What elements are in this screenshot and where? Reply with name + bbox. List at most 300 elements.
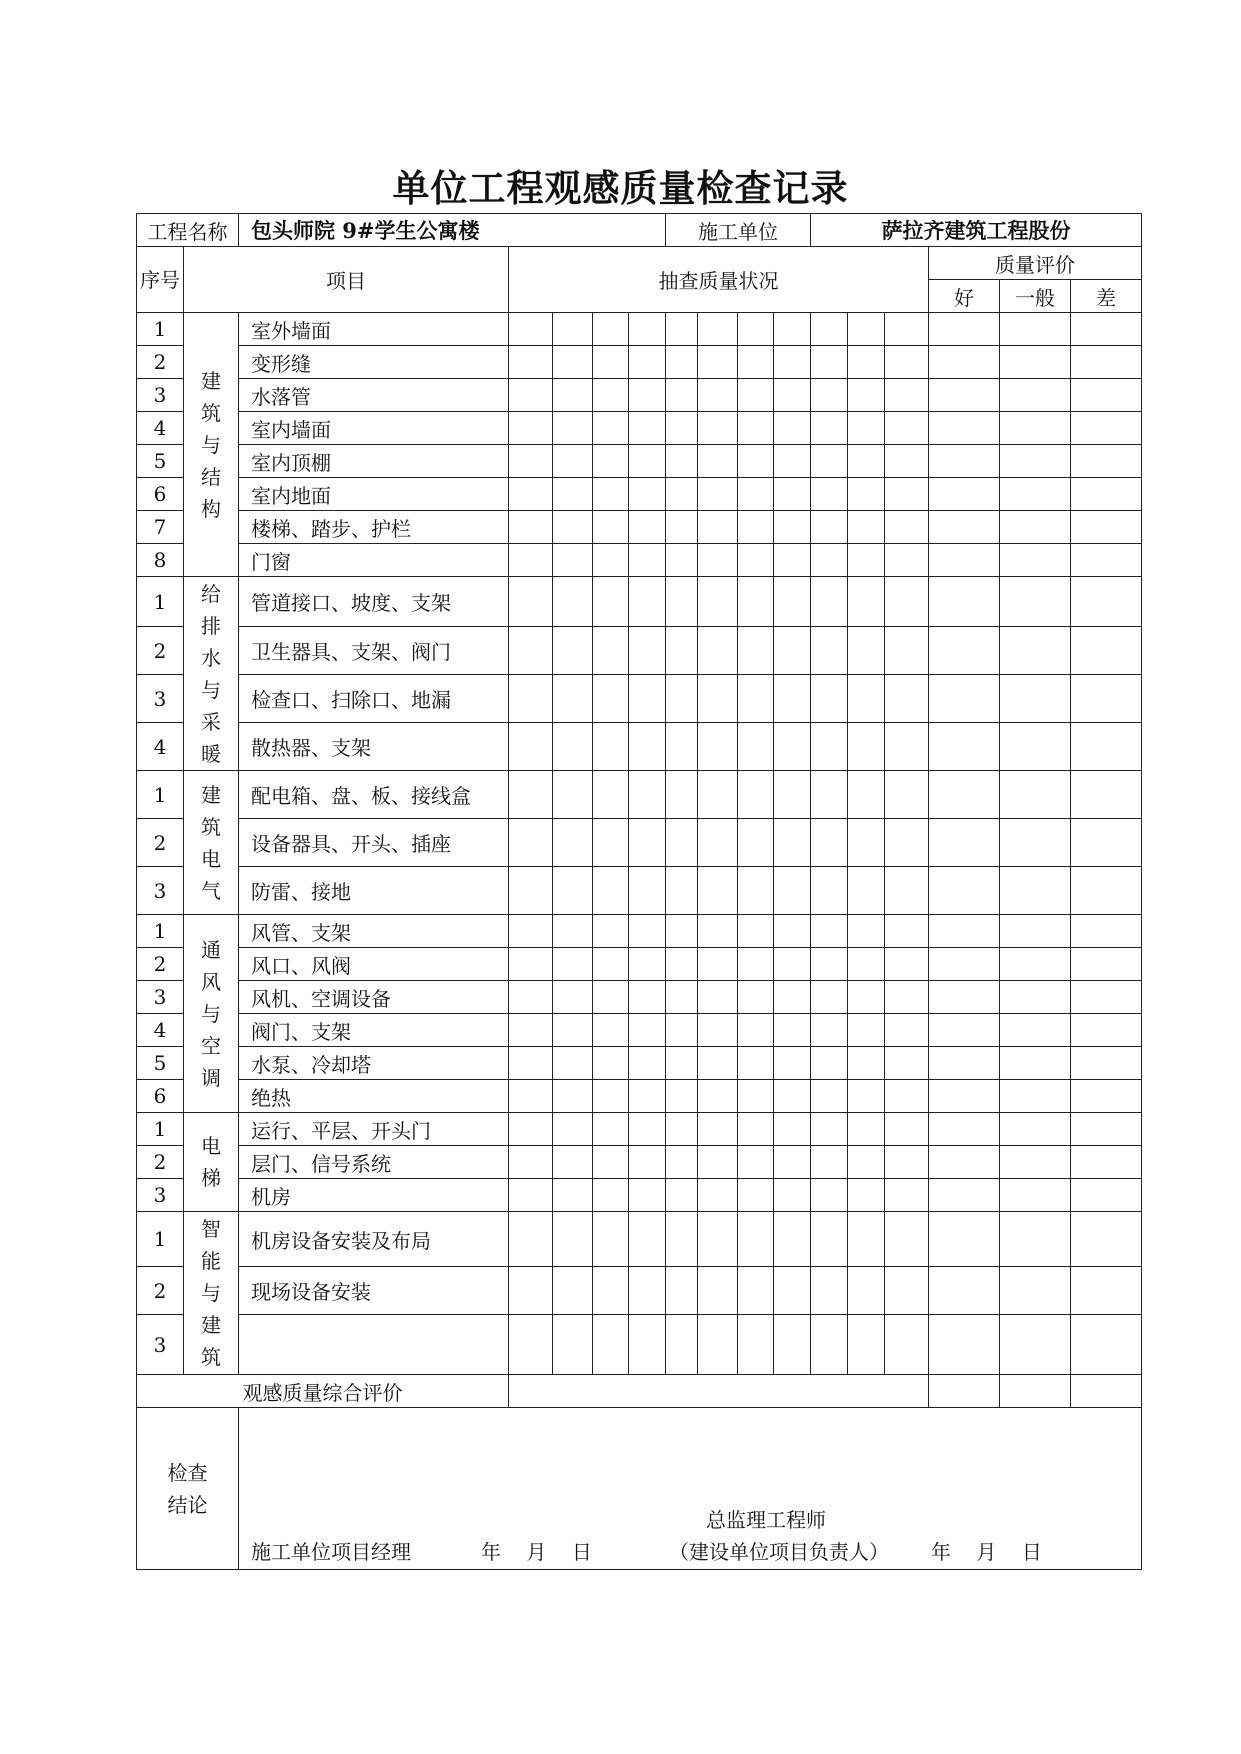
inspection-cell[interactable] <box>666 1113 698 1146</box>
inspection-cell[interactable] <box>666 1047 698 1080</box>
inspection-cell[interactable] <box>811 627 848 675</box>
inspection-cell[interactable] <box>811 1047 848 1080</box>
rating-average-cell[interactable] <box>1000 1080 1071 1113</box>
inspection-cell[interactable] <box>629 771 666 819</box>
inspection-cell[interactable] <box>811 313 848 346</box>
inspection-cell[interactable] <box>593 1315 629 1375</box>
inspection-cell[interactable] <box>553 1047 593 1080</box>
inspection-cell[interactable] <box>811 819 848 867</box>
inspection-cell[interactable] <box>629 1212 666 1267</box>
inspection-cell[interactable] <box>738 981 774 1014</box>
inspection-cell[interactable] <box>885 867 929 915</box>
inspection-cell[interactable] <box>774 1080 811 1113</box>
inspection-cell[interactable] <box>593 478 629 511</box>
rating-average-cell[interactable] <box>1000 981 1071 1014</box>
inspection-cell[interactable] <box>666 771 698 819</box>
rating-good-cell[interactable] <box>929 915 1000 948</box>
inspection-cell[interactable] <box>593 915 629 948</box>
inspection-cell[interactable] <box>553 627 593 675</box>
rating-poor-cell[interactable] <box>1071 981 1142 1014</box>
inspection-cell[interactable] <box>811 544 848 577</box>
inspection-cell[interactable] <box>553 1014 593 1047</box>
inspection-cell[interactable] <box>666 313 698 346</box>
inspection-cell[interactable] <box>509 577 553 627</box>
inspection-cell[interactable] <box>629 1267 666 1315</box>
inspection-cell[interactable] <box>666 1212 698 1267</box>
rating-average-cell[interactable] <box>1000 1212 1071 1267</box>
inspection-cell[interactable] <box>509 1047 553 1080</box>
rating-average-cell[interactable] <box>1000 313 1071 346</box>
rating-good-cell[interactable] <box>929 1113 1000 1146</box>
inspection-cell[interactable] <box>629 577 666 627</box>
inspection-cell[interactable] <box>885 948 929 981</box>
rating-poor-cell[interactable] <box>1071 1179 1142 1212</box>
rating-good-cell[interactable] <box>929 1315 1000 1375</box>
inspection-cell[interactable] <box>553 478 593 511</box>
rating-poor-cell[interactable] <box>1071 771 1142 819</box>
inspection-cell[interactable] <box>698 915 738 948</box>
inspection-cell[interactable] <box>738 346 774 379</box>
inspection-cell[interactable] <box>738 1014 774 1047</box>
rating-good-cell[interactable] <box>929 981 1000 1014</box>
inspection-cell[interactable] <box>509 981 553 1014</box>
inspection-cell[interactable] <box>509 723 553 771</box>
inspection-cell[interactable] <box>509 412 553 445</box>
rating-average-cell[interactable] <box>1000 723 1071 771</box>
inspection-cell[interactable] <box>774 867 811 915</box>
inspection-cell[interactable] <box>593 1179 629 1212</box>
inspection-cell[interactable] <box>593 1267 629 1315</box>
inspection-cell[interactable] <box>629 867 666 915</box>
rating-average-cell[interactable] <box>1000 478 1071 511</box>
inspection-cell[interactable] <box>848 819 885 867</box>
inspection-cell[interactable] <box>593 1146 629 1179</box>
inspection-cell[interactable] <box>885 1146 929 1179</box>
inspection-cell[interactable] <box>848 379 885 412</box>
inspection-cell[interactable] <box>738 544 774 577</box>
inspection-cell[interactable] <box>698 346 738 379</box>
inspection-cell[interactable] <box>666 819 698 867</box>
inspection-cell[interactable] <box>738 771 774 819</box>
inspection-cell[interactable] <box>509 1267 553 1315</box>
inspection-cell[interactable] <box>848 1113 885 1146</box>
inspection-cell[interactable] <box>593 1047 629 1080</box>
inspection-cell[interactable] <box>811 577 848 627</box>
inspection-cell[interactable] <box>774 1179 811 1212</box>
inspection-cell[interactable] <box>629 478 666 511</box>
inspection-cell[interactable] <box>666 577 698 627</box>
inspection-cell[interactable] <box>509 867 553 915</box>
inspection-cell[interactable] <box>593 313 629 346</box>
inspection-cell[interactable] <box>629 544 666 577</box>
inspection-cell[interactable] <box>666 1146 698 1179</box>
overall-good-cell[interactable] <box>929 1375 1000 1408</box>
rating-average-cell[interactable] <box>1000 948 1071 981</box>
inspection-cell[interactable] <box>593 511 629 544</box>
inspection-cell[interactable] <box>885 346 929 379</box>
inspection-cell[interactable] <box>738 1315 774 1375</box>
inspection-cell[interactable] <box>666 1267 698 1315</box>
inspection-cell[interactable] <box>553 1179 593 1212</box>
rating-poor-cell[interactable] <box>1071 723 1142 771</box>
inspection-cell[interactable] <box>593 627 629 675</box>
inspection-cell[interactable] <box>509 771 553 819</box>
inspection-cell[interactable] <box>885 379 929 412</box>
inspection-cell[interactable] <box>593 675 629 723</box>
inspection-cell[interactable] <box>885 819 929 867</box>
inspection-cell[interactable] <box>774 948 811 981</box>
inspection-cell[interactable] <box>553 1146 593 1179</box>
rating-average-cell[interactable] <box>1000 627 1071 675</box>
inspection-cell[interactable] <box>774 379 811 412</box>
inspection-cell[interactable] <box>593 379 629 412</box>
inspection-cell[interactable] <box>848 1146 885 1179</box>
inspection-cell[interactable] <box>738 627 774 675</box>
rating-poor-cell[interactable] <box>1071 1146 1142 1179</box>
inspection-cell[interactable] <box>848 313 885 346</box>
rating-poor-cell[interactable] <box>1071 948 1142 981</box>
rating-poor-cell[interactable] <box>1071 1047 1142 1080</box>
inspection-cell[interactable] <box>666 1179 698 1212</box>
inspection-cell[interactable] <box>509 346 553 379</box>
rating-good-cell[interactable] <box>929 1014 1000 1047</box>
rating-poor-cell[interactable] <box>1071 675 1142 723</box>
inspection-cell[interactable] <box>738 445 774 478</box>
inspection-cell[interactable] <box>698 1014 738 1047</box>
rating-good-cell[interactable] <box>929 478 1000 511</box>
rating-average-cell[interactable] <box>1000 511 1071 544</box>
rating-good-cell[interactable] <box>929 948 1000 981</box>
inspection-cell[interactable] <box>848 346 885 379</box>
rating-poor-cell[interactable] <box>1071 313 1142 346</box>
inspection-cell[interactable] <box>629 981 666 1014</box>
inspection-cell[interactable] <box>698 1146 738 1179</box>
inspection-cell[interactable] <box>774 313 811 346</box>
inspection-cell[interactable] <box>811 511 848 544</box>
inspection-cell[interactable] <box>811 1146 848 1179</box>
inspection-cell[interactable] <box>553 1212 593 1267</box>
rating-good-cell[interactable] <box>929 346 1000 379</box>
inspection-cell[interactable] <box>698 379 738 412</box>
inspection-cell[interactable] <box>629 412 666 445</box>
rating-poor-cell[interactable] <box>1071 1080 1142 1113</box>
rating-average-cell[interactable] <box>1000 1113 1071 1146</box>
inspection-cell[interactable] <box>848 1080 885 1113</box>
conclusion-body[interactable] <box>239 1408 1142 1570</box>
inspection-cell[interactable] <box>774 915 811 948</box>
rating-good-cell[interactable] <box>929 511 1000 544</box>
inspection-cell[interactable] <box>885 1014 929 1047</box>
inspection-cell[interactable] <box>698 1315 738 1375</box>
inspection-cell[interactable] <box>885 1212 929 1267</box>
rating-good-cell[interactable] <box>929 771 1000 819</box>
inspection-cell[interactable] <box>811 723 848 771</box>
inspection-cell[interactable] <box>553 867 593 915</box>
inspection-cell[interactable] <box>553 379 593 412</box>
inspection-cell[interactable] <box>848 1047 885 1080</box>
inspection-cell[interactable] <box>738 1146 774 1179</box>
inspection-cell[interactable] <box>698 723 738 771</box>
inspection-cell[interactable] <box>885 544 929 577</box>
inspection-cell[interactable] <box>698 1267 738 1315</box>
inspection-cell[interactable] <box>774 577 811 627</box>
inspection-cell[interactable] <box>666 478 698 511</box>
inspection-cell[interactable] <box>509 478 553 511</box>
inspection-cell[interactable] <box>848 1267 885 1315</box>
inspection-cell[interactable] <box>509 1113 553 1146</box>
inspection-cell[interactable] <box>811 1080 848 1113</box>
inspection-cell[interactable] <box>553 346 593 379</box>
inspection-cell[interactable] <box>885 675 929 723</box>
inspection-cell[interactable] <box>885 577 929 627</box>
inspection-cell[interactable] <box>629 313 666 346</box>
inspection-cell[interactable] <box>774 771 811 819</box>
rating-average-cell[interactable] <box>1000 412 1071 445</box>
inspection-cell[interactable] <box>698 948 738 981</box>
inspection-cell[interactable] <box>738 1113 774 1146</box>
rating-good-cell[interactable] <box>929 313 1000 346</box>
rating-average-cell[interactable] <box>1000 445 1071 478</box>
inspection-cell[interactable] <box>666 1014 698 1047</box>
rating-poor-cell[interactable] <box>1071 577 1142 627</box>
rating-good-cell[interactable] <box>929 1267 1000 1315</box>
inspection-cell[interactable] <box>553 412 593 445</box>
inspection-cell[interactable] <box>738 1212 774 1267</box>
inspection-cell[interactable] <box>774 1212 811 1267</box>
rating-poor-cell[interactable] <box>1071 544 1142 577</box>
inspection-cell[interactable] <box>509 819 553 867</box>
rating-average-cell[interactable] <box>1000 1267 1071 1315</box>
inspection-cell[interactable] <box>811 867 848 915</box>
inspection-cell[interactable] <box>698 1047 738 1080</box>
inspection-cell[interactable] <box>811 1267 848 1315</box>
inspection-cell[interactable] <box>774 675 811 723</box>
inspection-cell[interactable] <box>811 478 848 511</box>
inspection-cell[interactable] <box>666 915 698 948</box>
inspection-cell[interactable] <box>848 478 885 511</box>
inspection-cell[interactable] <box>629 819 666 867</box>
inspection-cell[interactable] <box>698 675 738 723</box>
inspection-cell[interactable] <box>811 445 848 478</box>
inspection-cell[interactable] <box>885 771 929 819</box>
inspection-cell[interactable] <box>593 412 629 445</box>
rating-good-cell[interactable] <box>929 867 1000 915</box>
inspection-cell[interactable] <box>811 948 848 981</box>
inspection-cell[interactable] <box>738 511 774 544</box>
inspection-cell[interactable] <box>738 867 774 915</box>
overall-average-cell[interactable] <box>1000 1375 1071 1408</box>
inspection-cell[interactable] <box>509 1146 553 1179</box>
inspection-cell[interactable] <box>629 675 666 723</box>
inspection-cell[interactable] <box>629 1047 666 1080</box>
inspection-cell[interactable] <box>811 675 848 723</box>
inspection-cell[interactable] <box>593 1113 629 1146</box>
inspection-cell[interactable] <box>738 723 774 771</box>
inspection-cell[interactable] <box>774 627 811 675</box>
inspection-cell[interactable] <box>629 1146 666 1179</box>
inspection-cell[interactable] <box>553 675 593 723</box>
inspection-cell[interactable] <box>774 346 811 379</box>
inspection-cell[interactable] <box>553 723 593 771</box>
inspection-cell[interactable] <box>848 1179 885 1212</box>
inspection-cell[interactable] <box>666 379 698 412</box>
inspection-cell[interactable] <box>848 915 885 948</box>
inspection-cell[interactable] <box>593 723 629 771</box>
rating-average-cell[interactable] <box>1000 346 1071 379</box>
inspection-cell[interactable] <box>848 412 885 445</box>
inspection-cell[interactable] <box>774 445 811 478</box>
inspection-cell[interactable] <box>553 981 593 1014</box>
inspection-cell[interactable] <box>885 1315 929 1375</box>
inspection-cell[interactable] <box>848 511 885 544</box>
inspection-cell[interactable] <box>509 445 553 478</box>
inspection-cell[interactable] <box>593 346 629 379</box>
rating-poor-cell[interactable] <box>1071 1113 1142 1146</box>
inspection-cell[interactable] <box>509 544 553 577</box>
inspection-cell[interactable] <box>509 379 553 412</box>
inspection-cell[interactable] <box>593 577 629 627</box>
inspection-cell[interactable] <box>629 723 666 771</box>
inspection-cell[interactable] <box>509 1080 553 1113</box>
rating-good-cell[interactable] <box>929 544 1000 577</box>
inspection-cell[interactable] <box>698 1113 738 1146</box>
inspection-cell[interactable] <box>666 867 698 915</box>
inspection-cell[interactable] <box>629 1113 666 1146</box>
inspection-cell[interactable] <box>666 981 698 1014</box>
rating-good-cell[interactable] <box>929 627 1000 675</box>
inspection-cell[interactable] <box>774 1146 811 1179</box>
inspection-cell[interactable] <box>698 1179 738 1212</box>
inspection-cell[interactable] <box>629 379 666 412</box>
inspection-cell[interactable] <box>666 948 698 981</box>
inspection-cell[interactable] <box>738 1080 774 1113</box>
inspection-cell[interactable] <box>774 1014 811 1047</box>
inspection-cell[interactable] <box>698 544 738 577</box>
inspection-cell[interactable] <box>509 1315 553 1375</box>
inspection-cell[interactable] <box>774 981 811 1014</box>
inspection-cell[interactable] <box>698 1212 738 1267</box>
rating-poor-cell[interactable] <box>1071 445 1142 478</box>
inspection-cell[interactable] <box>509 675 553 723</box>
inspection-cell[interactable] <box>698 1080 738 1113</box>
inspection-cell[interactable] <box>738 478 774 511</box>
inspection-cell[interactable] <box>698 819 738 867</box>
inspection-cell[interactable] <box>811 1113 848 1146</box>
inspection-cell[interactable] <box>811 1179 848 1212</box>
inspection-cell[interactable] <box>509 915 553 948</box>
inspection-cell[interactable] <box>666 544 698 577</box>
inspection-cell[interactable] <box>593 867 629 915</box>
inspection-cell[interactable] <box>738 577 774 627</box>
inspection-cell[interactable] <box>666 445 698 478</box>
rating-poor-cell[interactable] <box>1071 379 1142 412</box>
inspection-cell[interactable] <box>629 948 666 981</box>
inspection-cell[interactable] <box>553 948 593 981</box>
rating-average-cell[interactable] <box>1000 1047 1071 1080</box>
inspection-cell[interactable] <box>698 412 738 445</box>
rating-average-cell[interactable] <box>1000 1146 1071 1179</box>
rating-good-cell[interactable] <box>929 412 1000 445</box>
inspection-cell[interactable] <box>629 1179 666 1212</box>
overall-evaluation-cell[interactable] <box>509 1375 929 1408</box>
inspection-cell[interactable] <box>629 915 666 948</box>
inspection-cell[interactable] <box>553 819 593 867</box>
rating-average-cell[interactable] <box>1000 675 1071 723</box>
inspection-cell[interactable] <box>738 379 774 412</box>
inspection-cell[interactable] <box>774 1315 811 1375</box>
inspection-cell[interactable] <box>811 915 848 948</box>
inspection-cell[interactable] <box>553 445 593 478</box>
inspection-cell[interactable] <box>629 346 666 379</box>
inspection-cell[interactable] <box>666 1080 698 1113</box>
inspection-cell[interactable] <box>738 1047 774 1080</box>
inspection-cell[interactable] <box>509 511 553 544</box>
inspection-cell[interactable] <box>629 1315 666 1375</box>
inspection-cell[interactable] <box>629 445 666 478</box>
inspection-cell[interactable] <box>666 675 698 723</box>
rating-poor-cell[interactable] <box>1071 346 1142 379</box>
rating-good-cell[interactable] <box>929 445 1000 478</box>
rating-good-cell[interactable] <box>929 723 1000 771</box>
rating-average-cell[interactable] <box>1000 1014 1071 1047</box>
inspection-cell[interactable] <box>593 544 629 577</box>
inspection-cell[interactable] <box>848 675 885 723</box>
rating-good-cell[interactable] <box>929 819 1000 867</box>
rating-poor-cell[interactable] <box>1071 1212 1142 1267</box>
inspection-cell[interactable] <box>666 412 698 445</box>
inspection-cell[interactable] <box>593 1080 629 1113</box>
inspection-cell[interactable] <box>848 1014 885 1047</box>
rating-average-cell[interactable] <box>1000 1179 1071 1212</box>
inspection-cell[interactable] <box>666 511 698 544</box>
inspection-cell[interactable] <box>593 819 629 867</box>
inspection-cell[interactable] <box>885 1267 929 1315</box>
rating-poor-cell[interactable] <box>1071 915 1142 948</box>
inspection-cell[interactable] <box>553 771 593 819</box>
rating-poor-cell[interactable] <box>1071 412 1142 445</box>
inspection-cell[interactable] <box>811 346 848 379</box>
inspection-cell[interactable] <box>885 1047 929 1080</box>
inspection-cell[interactable] <box>885 981 929 1014</box>
rating-good-cell[interactable] <box>929 379 1000 412</box>
inspection-cell[interactable] <box>593 771 629 819</box>
inspection-cell[interactable] <box>698 867 738 915</box>
inspection-cell[interactable] <box>666 723 698 771</box>
inspection-cell[interactable] <box>885 915 929 948</box>
inspection-cell[interactable] <box>885 511 929 544</box>
inspection-cell[interactable] <box>774 819 811 867</box>
inspection-cell[interactable] <box>509 1179 553 1212</box>
rating-good-cell[interactable] <box>929 1080 1000 1113</box>
inspection-cell[interactable] <box>848 723 885 771</box>
rating-poor-cell[interactable] <box>1071 627 1142 675</box>
inspection-cell[interactable] <box>811 981 848 1014</box>
rating-poor-cell[interactable] <box>1071 867 1142 915</box>
inspection-cell[interactable] <box>698 313 738 346</box>
inspection-cell[interactable] <box>848 867 885 915</box>
inspection-cell[interactable] <box>593 948 629 981</box>
inspection-cell[interactable] <box>811 771 848 819</box>
inspection-cell[interactable] <box>698 478 738 511</box>
inspection-cell[interactable] <box>629 627 666 675</box>
rating-average-cell[interactable] <box>1000 915 1071 948</box>
inspection-cell[interactable] <box>774 723 811 771</box>
inspection-cell[interactable] <box>629 1080 666 1113</box>
rating-good-cell[interactable] <box>929 577 1000 627</box>
inspection-cell[interactable] <box>738 948 774 981</box>
inspection-cell[interactable] <box>666 346 698 379</box>
inspection-cell[interactable] <box>698 627 738 675</box>
